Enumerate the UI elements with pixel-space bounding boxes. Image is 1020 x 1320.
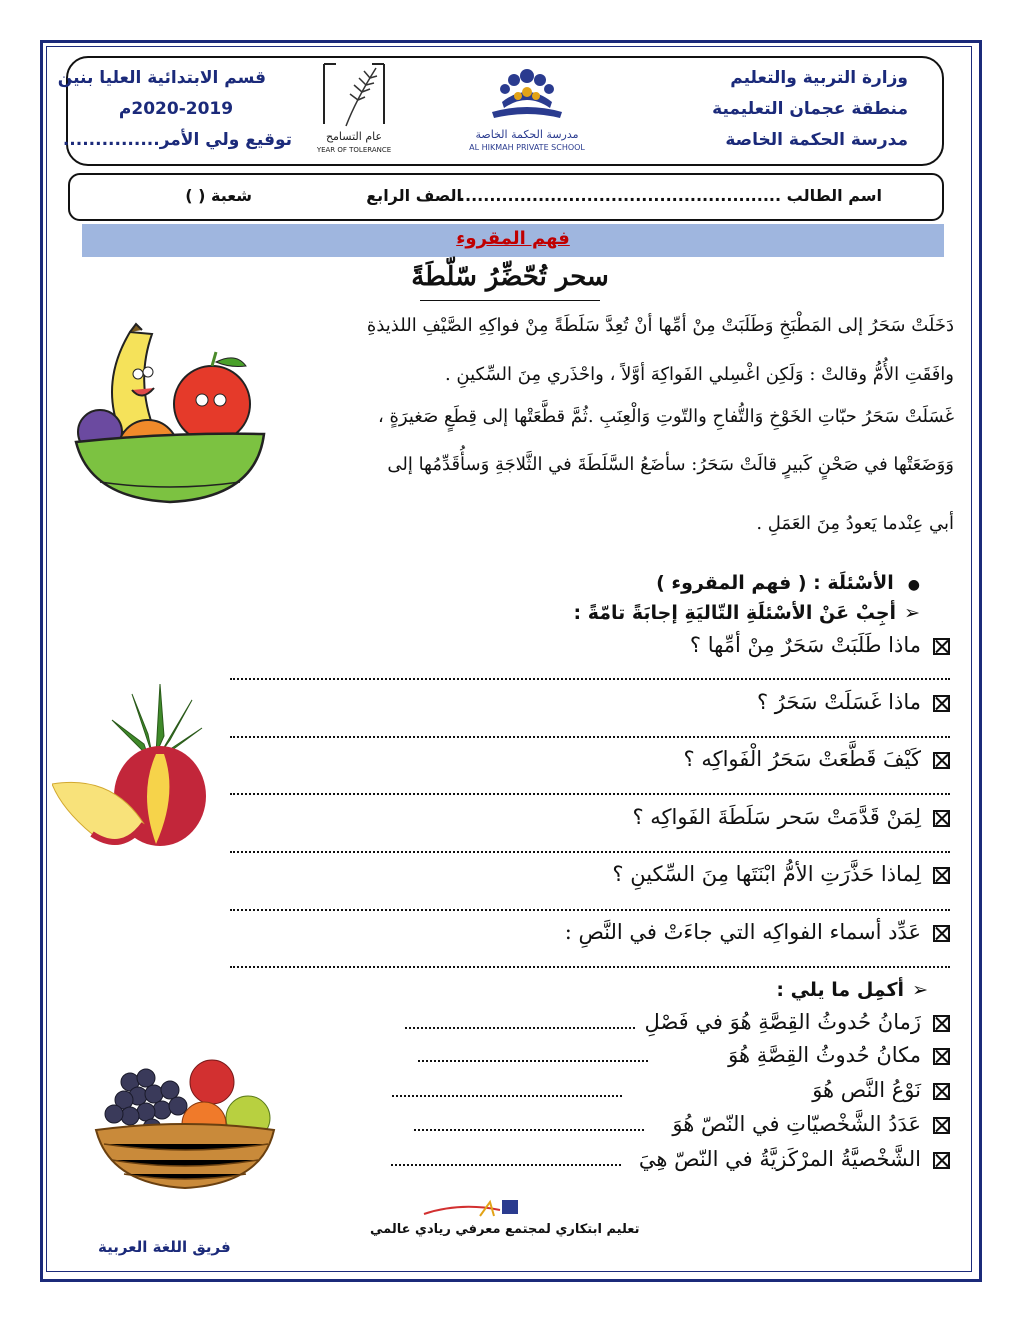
- ministry-name: وزارة التربية والتعليم: [730, 68, 908, 88]
- complete-item: [392, 1078, 950, 1102]
- blank-line[interactable]: [405, 1026, 635, 1029]
- question-item: [632, 805, 950, 829]
- story-title: سحر تُحّضِّرُ سّلّطَةً: [411, 262, 609, 292]
- checkbox-icon: [933, 752, 950, 769]
- complete-item-text: نَوْعُ النَّص هُوَ: [812, 1078, 921, 1102]
- school-logo-ar: مدرسة الحكمة الخاصة: [475, 128, 579, 141]
- checkbox-icon: [933, 638, 950, 655]
- student-info-box: [68, 173, 944, 221]
- fruit-bowl-cartoon-illustration: [70, 322, 270, 512]
- arrow-icon: ➢: [904, 602, 920, 624]
- year-of-tolerance-logo: [306, 60, 402, 156]
- blank-line[interactable]: [391, 1163, 621, 1166]
- question-item: [612, 862, 950, 886]
- complete-heading-text: أكمِل ما يلي :: [776, 979, 905, 1001]
- footer-logos: [420, 1196, 530, 1220]
- tolerance-logo-en: YEAR OF TOLERANCE: [316, 146, 392, 154]
- question-text: ماذا طَلَبَتْ سَحَرٌ مِنْ أمِّها ؟: [689, 633, 921, 657]
- arrow-icon: ➢: [912, 979, 928, 1001]
- checkbox-icon: [933, 925, 950, 942]
- student-name-field[interactable]: اسم الطالب .....................................................: [458, 186, 882, 205]
- question-item: [690, 633, 950, 657]
- blank-line[interactable]: [414, 1128, 644, 1131]
- question-item: [565, 920, 950, 944]
- story-line: دَخَلَتْ سَحَرُ إلى المَطْبَخِ وَطَلَبَتْ مِنْ أمِّها أنْ تُعِدَّ سَلَطَةً مِنْ فواكِهِ الصَّيْفِ اللذيذةِ: [366, 315, 954, 336]
- bullet-icon: ●: [907, 577, 920, 593]
- checkbox-icon: [933, 1117, 950, 1134]
- answer-line[interactable]: [230, 678, 950, 680]
- question-text: لِمَنْ قَدَّمَتْ سَحر سَلَطَةَ الفَواكِه ؟: [632, 805, 921, 829]
- checkbox-icon: [933, 1152, 950, 1169]
- complete-item-text: مكانُ حُدوثُ القِصَّةِ هُوَ: [728, 1043, 921, 1067]
- question-item: [757, 690, 950, 714]
- answer-line[interactable]: [230, 909, 950, 911]
- footer-team: فريق اللغة العربية: [98, 1238, 231, 1256]
- question-item: [684, 747, 950, 771]
- questions-instruction: [574, 602, 921, 624]
- complete-item: [405, 1010, 950, 1034]
- school-logo: [462, 62, 592, 156]
- question-text: عَدِّد أسماء الفواكِه التي جاءَتْ في النَّصِ :: [564, 920, 921, 944]
- story-line: وَوَضَعَتْها في صَحْنٍ كَبيرٍ قالَتْ سَحَرُ: سأضَعُ السَّلَطَةَ في الثَّلاجَةِ وَسأُقَدِّمُها إلى: [387, 454, 954, 475]
- question-text: ماذا غَسَلَتْ سَحَرُ ؟: [756, 690, 921, 714]
- school-name: مدرسة الحكمة الخاصة: [725, 130, 908, 150]
- pineapple-illustration: [52, 684, 212, 856]
- department-name: قسم الابتدائية العليا بنين: [57, 68, 266, 88]
- tolerance-logo-ar: عام التسامح: [325, 130, 383, 143]
- checkbox-icon: [933, 810, 950, 827]
- footer-motto: تعليم ابتكاري لمجتمع معرفي ريادي عالمي: [370, 1222, 640, 1237]
- complete-item-text: الشَّخْصيَّةُ المرْكَزيَّةُ في النّصّ هِيَ: [638, 1147, 921, 1171]
- story-line: أبي عِنْدما يَعودُ مِنَ العَمَلِ .: [756, 513, 954, 534]
- region-name: منطقة عجمان التعليمية: [712, 99, 908, 119]
- section-field[interactable]: شعبة ( ): [185, 186, 252, 205]
- complete-item: [391, 1147, 950, 1171]
- fruit-basket-illustration: [90, 1052, 280, 1192]
- questions-instruction-text: أجِبْ عَنْ الأسْئلَةِ التّاليَةِ إجابَةً تامّةً :: [573, 602, 897, 624]
- checkbox-icon: [933, 1015, 950, 1032]
- complete-item: [414, 1112, 950, 1136]
- answer-line[interactable]: [230, 966, 950, 968]
- checkbox-icon: [933, 1083, 950, 1100]
- complete-item: [418, 1043, 950, 1067]
- checkbox-icon: [933, 1048, 950, 1065]
- section-title: فهم المقروء: [456, 228, 570, 249]
- complete-item-text: عَدَدُ الشَّخْصيّاتِ في النّصّ هُوَ: [672, 1112, 921, 1136]
- school-logo-en: AL HIKMAH PRIVATE SCHOOL: [469, 143, 585, 152]
- questions-heading-text: الأسْئلَة : ( فهم المقروء ): [656, 572, 894, 594]
- checkbox-icon: [933, 867, 950, 884]
- answer-line[interactable]: [230, 851, 950, 853]
- story-line: وافَقَتِ الأُمُّ وقالتْ : وَلَكِن اغْسِلي الفَواكِهَ أوَّلاً ، واحْذَري مِنَ السِّكينِ .: [444, 364, 954, 385]
- complete-item-text: زَمانُ حُدوثُ القِصَّةِ هُوَ في فَصْلِ: [644, 1010, 921, 1034]
- question-text: كَيْفَ قَطَّعَتْ سَحَرُ الْفَواكِه ؟: [683, 747, 921, 771]
- answer-line[interactable]: [230, 793, 950, 795]
- grade-label: الصف الرابع: [366, 186, 462, 205]
- complete-heading: [776, 979, 928, 1001]
- guardian-signature: توقيع ولي الأمر...............: [62, 130, 292, 150]
- section-banner: [82, 224, 944, 257]
- title-underline: [420, 300, 600, 301]
- academic-year: 2020-2019م: [118, 99, 234, 119]
- blank-line[interactable]: [392, 1094, 622, 1097]
- answer-line[interactable]: [230, 736, 950, 738]
- questions-heading: [656, 572, 920, 594]
- blank-line[interactable]: [418, 1059, 648, 1062]
- checkbox-icon: [933, 695, 950, 712]
- question-text: لِماذا حَذَّرَتِ الأمُّ ابْنَتَها مِنَ السِّكينِ ؟: [612, 862, 921, 886]
- story-line: غَسَلَتْ سَحَرُ حبّاتِ الخَوْخِ وَالتُّفاحِ والتّوتِ وَالْعِنَبِ .ثُمَّ قطَّعَتْها إلى قِطَعٍ صَغيرَةٍ ،: [377, 406, 954, 427]
